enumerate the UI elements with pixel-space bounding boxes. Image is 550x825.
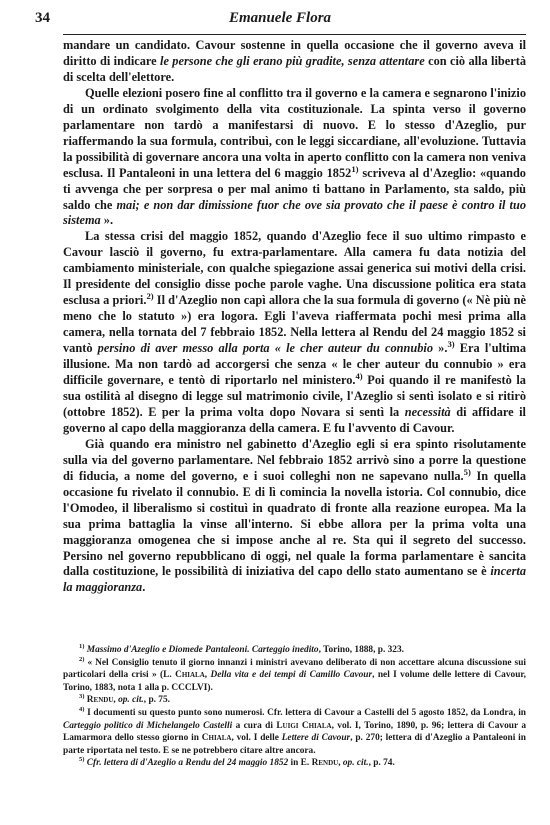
footnote-ref-2: 2) [146,291,154,302]
footnote-5: $^{5)}$ Cfr. lettera di d'Azeglio a Rendu del 24 maggio 1852 in E. Rendu, op. cit., p. 74. [79,756,395,769]
footnote-2: $^{2)}$ « Nel Consiglio tenuto il giorno innanzi i ministri avevano deliberato di non accettare alcuna discussione sui particolari della crisi » (L. Chiala, Della vita e dei tempi di Camillo Cavour, nel I volume delle lettere di Cavour, Torino, 1883, nota 1 alla p. CCCLVI). [63,655,527,693]
footnote-3: $^{3)}$ Rendu, op. cit., p. 75. [79,693,170,706]
header-rule [63,34,526,35]
footnote-ref-1: 1) [351,163,359,174]
footnote-ref-5: 5) [463,466,471,477]
footnote-ref-4: 4) [355,370,363,381]
main-text [63,38,526,596]
running-head: Emanuele Flora [228,10,332,26]
paragraph-4: Già quando era ministro nel gabinetto d'Azeglio egli si era spinto risolutamente sulla via del governo parlamentare. Nel febbraio 1852 arrivò sino a porre la questione di fiducia, a nome del governo, e i suoi colleghi non ne sapevano nulla.$^{5)}$ In quella occasione fu rivelato il connubio. E di lì comincia la novella istoria. Col connubio, dice l'Omodeo, il liberalismo si costituì in quadrato di fronte alla reazione europea. Ma la sua prima battaglia la vinse all'interno. Si ebbe allora per la prima volta una maggioranza omogenea che si impose anche al re. Sta qui il segreto del successo. Persino nel governo repubblicano di oggi, nel quale la forma parlamentare è sancita dalla costituzione, le possibilità di iniziativa del capo dello stato aumentano se è incerta la maggioranza. [63,436,526,595]
footnotes [63,644,526,770]
page-header [35,10,525,32]
footnote-1: $^{1)}$ Massimo d'Azeglio e Diomede Pantaleoni. Carteggio inedito, Torino, 1888, p. 323. [79,642,404,655]
paragraph-1: mandare un candidato. Cavour sostenne in quella occasione che il governo aveva il diritto di indicare le persone che gli erano più gradite, senza attentare con ciò alla libertà di scelta dell'elettore. [63,38,526,84]
page-number: 34 [35,10,50,26]
footnote-ref-3: 3) [447,339,455,349]
paragraph-3: La stessa crisi del maggio 1852, quando d'Azeglio fece il suo ultimo rimpasto e Cavour lasciò il governo, fu extra-parlamentare. Alla camera fu data notizia del cambiamento ministeriale, con qualche spiegazione assai generica sui motivi della crisi. Il presidente del consiglio disse poche parole vaghe. Una discussione politica era stata esclusa a priori.$^{2)}$ Il d'Azeglio non capì allora che la sua formula di governo (« Nè più nè meno che lo statuto ») era logora. Egli l'aveva riaffermata pochi mesi prima alla camera, nella tornata del 7 febbraio 1852. Nella lettera al Rendu del 24 maggio 1852 si vantò persino di aver messo alla porta « le cher auteur du connubio ».$^{3)}$ Era l'ultima illusione. Ma non tardò ad accorgersi che senza « le cher auteur du connubio » era difficile governare, e tentò di riportarlo nel ministero.$^{4)}$ Poi quando il re manifestò la sua ostilità al disegno di legge sul matrimonio civile, l'Azeglio si sentì isolato e si ritirò (ottobre 1852). E per la prima volta dopo Novara si sentì la necessità di affidare il governo al capo della maggioranza della camera. E fu l'avvento di Cavour. [63,229,526,435]
paragraph-2: Quelle elezioni posero fine al conflitto tra il governo e la camera e segnarono l'inizio di un ordinato svolgimento della vita costituzionale. La spinta verso il governo parlamentare non tardò a manifestarsi di nuovo. E lo stesso d'Azeglio, pur riaffermando la sua formula, contribuì, con le leggi siccardiane, all'evoluzione. Tuttavia la possibilità di governare ancora una volta in aperto conflitto con la camera non veniva esclusa. Il Pantaleoni in una lettera del 6 maggio 1852$^{1)}$ scriveva al d'Azeglio: «quando ti avvenga che per sorpresa o per mal animo ti battano in Parlamento, sta saldo, più saldo che mai; e non dar dimissione fuor che ove sia provato che il paese è contro il tuo sistema ». [63,85,527,228]
footnote-4: $^{4)}$ I documenti su questo punto sono numerosi. Cfr. lettera di Cavour a Castelli del 5 agosto 1852, da Londra, in Carteggio politico di Michelangelo Castelli a cura di Luigi Chiala, vol. I, Torino, 1890, p. 96; lettera di Cavour a Lamarmora dello stesso giorno in Chiala, vol. I delle Lettere di Cavour, p. 270; lettera di d'Azeglio a Pantaleoni in parte riportata nel testo. E se ne potrebbero citare altre ancora. [63,705,526,756]
